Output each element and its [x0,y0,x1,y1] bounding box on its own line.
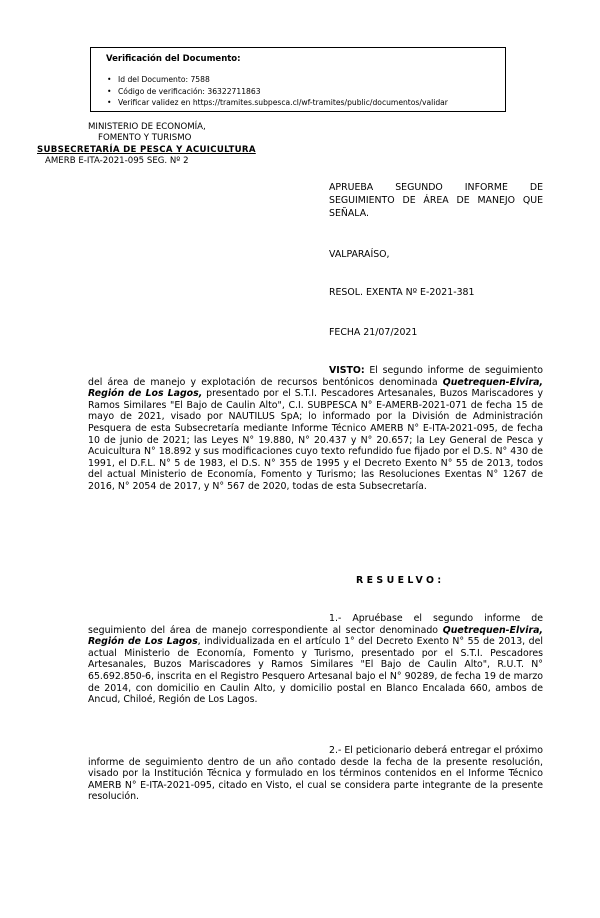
verification-item: • Código de verificación: 36322711863 [107,86,261,96]
verification-box [90,47,506,112]
area-name: Quetrequen-Elvira, Región de Los Lagos, [88,376,543,400]
resolution-item-1: 1.- Apruébase el segundo informe de seguimiento del área de manejo correspondiente al sector denominado Quetrequen-Elvira, Región de Los Lagos, individualizada en el artículo 1° del Decreto Exento N° 55 de 2013, del actual Ministerio de Economía, Fomento y Turismo, presentado por el S.T.I. Pescadores Artesanales, Buzos Mariscadores y Ramos Similares "El Bajo de Caulin Alto", R.U.T. N° 65.692.850-6, inscrita en el Registro Pesquero Artesanal bajo el N° 90289, de fecha 19 de marzo de 2014, con domicilio en Caulin Alto, y domicilio postal en Blanco Encalada 660, ambos de Ancud, Chiloé, Región de Los Lagos. [88,613,543,706]
bullet-icon: • [107,98,112,107]
subsecretaria-title: SUBSECRETARÍA DE PESCA Y ACUICULTURA [37,144,256,155]
place: VALPARAÍSO, [329,249,390,260]
ministry-line-2: FOMENTO Y TURISMO [98,133,192,144]
area-name: Quetrequen-Elvira, Región de Los Lagos [88,624,543,648]
bullet-icon: • [107,75,112,84]
verification-item: • Id del Documento: 7588 [107,75,210,84]
document-reference: AMERB E-ITA-2021-095 SEG. Nº 2 [45,156,189,167]
resolution-summary: APRUEBA SEGUNDO INFORME DE SEGUIMIENTO DE ÁREA DE MANEJO QUE SEÑALA. [329,182,543,219]
verification-item: • Verificar validez en https://tramites.subpesca.cl/wf-tramites/public/documentos/validar [107,98,448,107]
verification-list [106,74,505,109]
visto-paragraph: VISTO: El segundo informe de seguimiento del área de manejo y explotación de recursos bentónicos denominada Quetrequen-Elvira, Región de Los Lagos, presentado por el S.T.I. Pescadores Artesanales, Buzos Mariscadores y Ramos Similares "El Bajo de Caulin Alto", C.I. SUBPESCA N° E-AMERB-2021-071 de fecha 15 de mayo de 2021, visado por NAUTILUS SpA; lo informado por la División de Administración Pesquera de esta Subsecretaría mediante Informe Técnico AMERB N° E-ITA-2021-095, de fecha 10 de junio de 2021; las Leyes N° 19.880, N° 20.437 y N° 20.657; la Ley General de Pesca y Acuicultura N° 18.892 y sus modificaciones cuyo texto refundido fue fijado por el D.S. N° 430 de 1991, el D.F.L. N° 5 de 1983, el D.S. N° 355 de 1995 y el Decreto Exento N° 55 de 2013, todos del actual Ministerio de Economía, Fomento y Turismo; las Resoluciones Exentas N° 1267 de 2016, N° 2054 de 2017, y N° 567 de 2020, todas de esta Subsecretaría. [88,365,543,492]
resolution-date: FECHA 21/07/2021 [329,327,418,338]
bullet-icon: • [107,86,112,96]
institution-header [37,122,297,168]
resolution-number: RESOL. EXENTA Nº E-2021-381 [329,287,475,298]
resuelvo-heading: RESUELVO: [356,575,445,586]
ministry-line-1: MINISTERIO DE ECONOMÍA, [88,122,206,132]
verification-title: Verificación del Documento: [106,54,241,64]
visto-label: VISTO: [329,365,365,376]
resolution-item-2: 2.- El peticionario deberá entregar el próximo informe de seguimiento dentro de un año contado desde la fecha de la presente resolución, visado por la Institución Técnica y formulado en los términos contenidos en el Informe Técnico AMERB N° E-ITA-2021-095, citado en Visto, el cual se considera parte integrante de la presente resolución. [88,745,543,803]
